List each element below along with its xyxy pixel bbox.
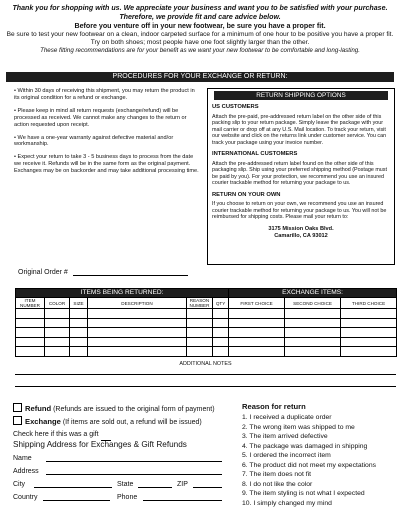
table-cell[interactable]: [341, 347, 397, 357]
table-cell[interactable]: [45, 347, 70, 357]
city-label: City: [13, 481, 26, 488]
notes-line[interactable]: [15, 374, 396, 375]
policy-list: [14, 88, 199, 181]
zip-field[interactable]: [193, 487, 222, 488]
international-customers-text: Attach the pre-addressed return label found on the other side of this packaging slip. Ship using your preferred shipping method (Postage must be paid by you). For your protection, we recommend you use an insured courier trackable method for returning your package to us.: [212, 160, 387, 186]
notes-line[interactable]: [15, 386, 396, 387]
exchange-note: (If items are sold out, a refund will be issued): [60, 419, 202, 426]
items-returned-heading: ITEMS BEING RETURNED:: [16, 289, 229, 298]
table-cell[interactable]: [285, 337, 341, 347]
procedures-heading: PROCEDURES FOR YOUR EXCHANGE OR RETURN:: [6, 72, 394, 82]
table-cell[interactable]: [187, 309, 213, 319]
list-item: 9. The item styling is not what I expected: [242, 490, 365, 497]
col-reason-number: REASON NUMBER: [187, 298, 213, 309]
table-cell[interactable]: [187, 318, 213, 328]
intro-fit-heading: Before you venture off in your new footwear, be sure you have a proper fit.: [74, 22, 326, 30]
international-customers-heading: INTERNATIONAL CUSTOMERS: [212, 151, 298, 157]
table-row: [16, 347, 397, 357]
shipping-options-title: RETURN SHIPPING OPTIONS: [214, 91, 388, 100]
table-cell[interactable]: [229, 318, 285, 328]
table-cell[interactable]: [70, 318, 88, 328]
refund-checkbox[interactable]: [13, 403, 22, 412]
table-cell[interactable]: [70, 328, 88, 338]
table-cell[interactable]: [187, 337, 213, 347]
refund-label: Refund: [25, 404, 52, 413]
col-first-choice: FIRST CHOICE: [229, 298, 285, 309]
state-label: State: [117, 481, 134, 488]
return-address-line2: Camarillo, CA 93012: [274, 232, 328, 239]
additional-notes-label: ADDITIONAL NOTES: [179, 361, 232, 367]
exchange-option: [13, 416, 215, 429]
table-row: [16, 337, 397, 347]
original-order-label: Original Order #: [18, 269, 68, 276]
table-cell[interactable]: [229, 328, 285, 338]
reasons-list: [242, 413, 397, 508]
intro-fit-advice: Be sure to test your new footwear on a clean, indoor carpeted surface for a minimum of one hour to be positive you have a proper fit. Try on both shoes; most people have one foot slightly larger than the other.: [6, 31, 394, 47]
table-cell[interactable]: [187, 328, 213, 338]
table-cell[interactable]: [213, 328, 229, 338]
table-cell[interactable]: [213, 347, 229, 357]
policy-item: • Expect your return to take 3 - 5 business days to process from the date we receive it. Refunds will be in the same form as the original payment. Exchanges may be on backorder and may take additional processing time.: [14, 154, 199, 175]
table-cell[interactable]: [70, 347, 88, 357]
phone-label: Phone: [117, 494, 138, 501]
country-label: Country: [13, 494, 38, 501]
address-field[interactable]: [46, 474, 222, 475]
table-cell[interactable]: [285, 318, 341, 328]
table-cell[interactable]: [213, 318, 229, 328]
intro-section: [6, 4, 394, 55]
table-cell[interactable]: [70, 337, 88, 347]
col-second-choice: SECOND CHOICE: [285, 298, 341, 309]
col-color: COLOR: [45, 298, 70, 309]
gift-label: Check here if this was a gift: [13, 431, 99, 438]
table-cell[interactable]: [16, 328, 45, 338]
table-cell[interactable]: [213, 337, 229, 347]
table-row: [16, 309, 397, 319]
policy-item: • Please keep in mind all return requests (exchange/refund) will be processed as received. We cannot make any changes to the return or action requested upon receipt.: [14, 107, 187, 128]
original-order-row: [18, 268, 188, 276]
us-customers-text: Attach the pre-paid, pre-addressed return label on the other side of this packing slip to your return package. Simply leave the package with your mail carrier or drop off at any U.S. Mail location. To track your return, visit our website and click on the returns link under customer service. You can track your package using your invoice number.: [212, 113, 387, 146]
col-item-number: ITEM NUMBER: [16, 298, 45, 309]
col-description: DESCRIPTION: [88, 298, 187, 309]
policy-item: • We have a one-year warranty against defective material and/or workmanship.: [14, 134, 174, 148]
col-third-choice: THIRD CHOICE: [341, 298, 397, 309]
exchange-checkbox[interactable]: [13, 416, 22, 425]
phone-field[interactable]: [143, 500, 222, 501]
table-cell[interactable]: [88, 337, 187, 347]
list-item: 3. The item arrived defective: [242, 433, 328, 440]
table-cell[interactable]: [213, 309, 229, 319]
table-cell[interactable]: [45, 318, 70, 328]
table-cell[interactable]: [88, 309, 187, 319]
table-cell[interactable]: [16, 309, 45, 319]
name-field[interactable]: [46, 461, 222, 462]
table-cell[interactable]: [45, 309, 70, 319]
policy-item: • Within 30 days of receiving this shipment, you may return the product in its original condition for a refund or exchange.: [14, 88, 195, 101]
table-cell[interactable]: [70, 309, 88, 319]
table-cell[interactable]: [88, 328, 187, 338]
refund-option: [13, 403, 215, 416]
list-item: 4. The package was damaged in shipping: [242, 442, 368, 450]
table-cell[interactable]: [16, 337, 45, 347]
city-field[interactable]: [34, 487, 112, 488]
col-qty: QTY: [213, 298, 229, 309]
intro-thanks: Thank you for shopping with us. We appreciate your business and want you to be satisfied with your purchase. Therefore, we provide fit and care advice below.: [12, 4, 388, 21]
list-item: 6. The product did not meet my expectations: [242, 461, 376, 469]
list-item: 2. The wrong item was shipped to me: [242, 423, 355, 431]
exchange-items-heading: EXCHANGE ITEMS:: [229, 289, 397, 298]
return-shipping-options: [207, 88, 395, 265]
return-own-text: If you choose to return on your own, we recommend you use an insured courier trackable method for returning your package to us. You will not be reimbursed for shipping costs. Please mail your return to:: [212, 201, 387, 220]
table-cell[interactable]: [341, 337, 397, 347]
table-cell[interactable]: [341, 318, 397, 328]
address-label: Address: [13, 468, 39, 475]
list-item: 8. I do not like the color: [242, 480, 313, 488]
country-field[interactable]: [43, 500, 110, 501]
table-row: [16, 328, 397, 338]
list-item: 7. The item does not fit: [242, 471, 312, 478]
table-cell[interactable]: [45, 328, 70, 338]
list-item: 10. I simply changed my mind: [242, 499, 332, 507]
state-field[interactable]: [138, 487, 172, 488]
reasons-title: Reason for return: [242, 402, 306, 411]
refund-note: (Refunds are issued to the original form of payment): [51, 406, 215, 413]
table-cell[interactable]: [16, 347, 45, 357]
table-cell[interactable]: [88, 318, 187, 328]
refund-options: [13, 403, 215, 441]
table-cell[interactable]: [285, 309, 341, 319]
table-cell[interactable]: [341, 328, 397, 338]
table-cell[interactable]: [229, 337, 285, 347]
return-items-table: [15, 288, 397, 357]
zip-label: ZIP: [177, 481, 188, 488]
table-cell[interactable]: [285, 347, 341, 357]
exchange-label: Exchange: [25, 417, 61, 426]
us-customers-heading: US CUSTOMERS: [212, 104, 259, 110]
table-cell[interactable]: [229, 309, 285, 319]
table-cell[interactable]: [16, 318, 45, 328]
table-row: [16, 318, 397, 328]
list-item: 5. I ordered the incorrect item: [242, 452, 331, 459]
table-cell[interactable]: [229, 347, 285, 357]
table-cell[interactable]: [341, 309, 397, 319]
return-own-heading: RETURN ON YOUR OWN: [212, 191, 281, 198]
col-size: SIZE: [70, 298, 88, 309]
table-cell[interactable]: [88, 347, 187, 357]
return-address-line1: 3175 Mission Oaks Blvd.: [268, 225, 334, 232]
table-cell[interactable]: [187, 347, 213, 357]
name-label: Name: [13, 455, 32, 462]
intro-fit-note: These fitting recommendations are for your benefit as we want your new footwear to be comfortable and long-lasting.: [40, 47, 360, 55]
reason-for-return: [242, 402, 397, 508]
table-cell[interactable]: [285, 328, 341, 338]
list-item: 1. I received a duplicate order: [242, 414, 332, 421]
table-cell[interactable]: [45, 337, 70, 347]
shipping-address-title: Shipping Address for Exchanges & Gift Refunds: [13, 440, 187, 449]
original-order-field[interactable]: [73, 268, 188, 276]
